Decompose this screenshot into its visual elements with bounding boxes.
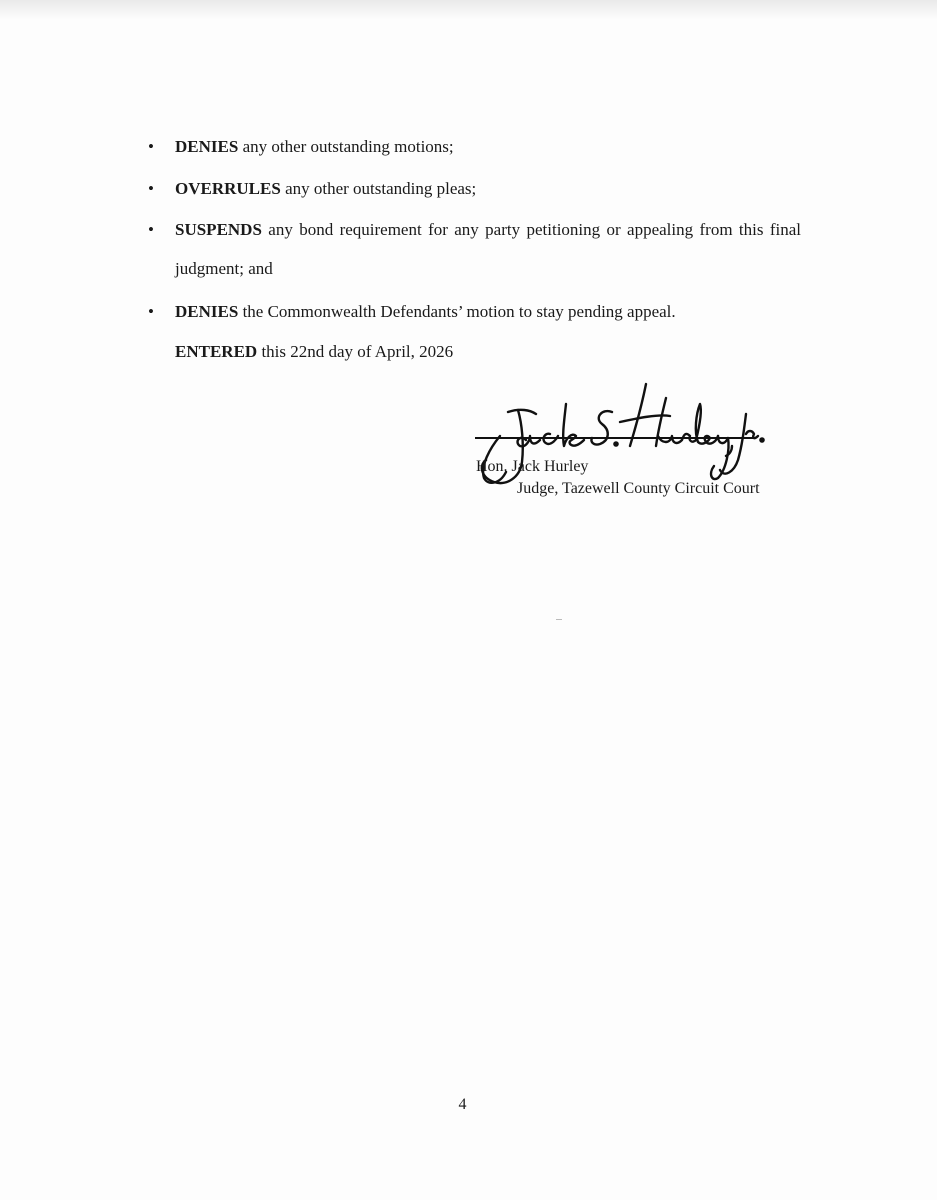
order-item-deny-motions — [175, 137, 805, 157]
entered-line — [175, 342, 453, 362]
order-item-first-line — [175, 220, 801, 240]
order-item-suspend-bond — [175, 220, 805, 280]
order-item-text: any other outstanding motions; — [238, 137, 454, 156]
order-item-text: the Commonwealth Defendants’ motion to stay pending appeal. — [238, 302, 676, 321]
order-item-deny-stay — [175, 302, 805, 322]
order-item-continuation: judgment; and — [175, 259, 273, 279]
order-item-text: any other outstanding pleas; — [280, 179, 477, 198]
judge-name: Hon. Jack Hurley — [476, 458, 589, 475]
entered-date-text: this 22nd day of April, 2026 — [257, 342, 454, 361]
order-item-keyword: OVERRULES — [175, 179, 281, 198]
signature-line — [475, 437, 756, 439]
order-item-keyword: SUSPENDS — [175, 220, 262, 239]
scan-speck — [556, 619, 562, 620]
order-item-keyword: DENIES — [175, 302, 239, 321]
entered-keyword: ENTERED — [175, 342, 258, 361]
page-number: 4 — [458, 1096, 467, 1113]
order-item-overrule-pleas — [175, 179, 805, 199]
judge-title: Judge, Tazewell County Circuit Court — [517, 480, 760, 497]
order-item-text: any bond requirement for any party petitioning or appealing from this final — [261, 220, 801, 239]
handwritten-signature — [470, 374, 770, 494]
order-item-keyword: DENIES — [175, 137, 239, 156]
scan-shadow — [0, 0, 937, 20]
